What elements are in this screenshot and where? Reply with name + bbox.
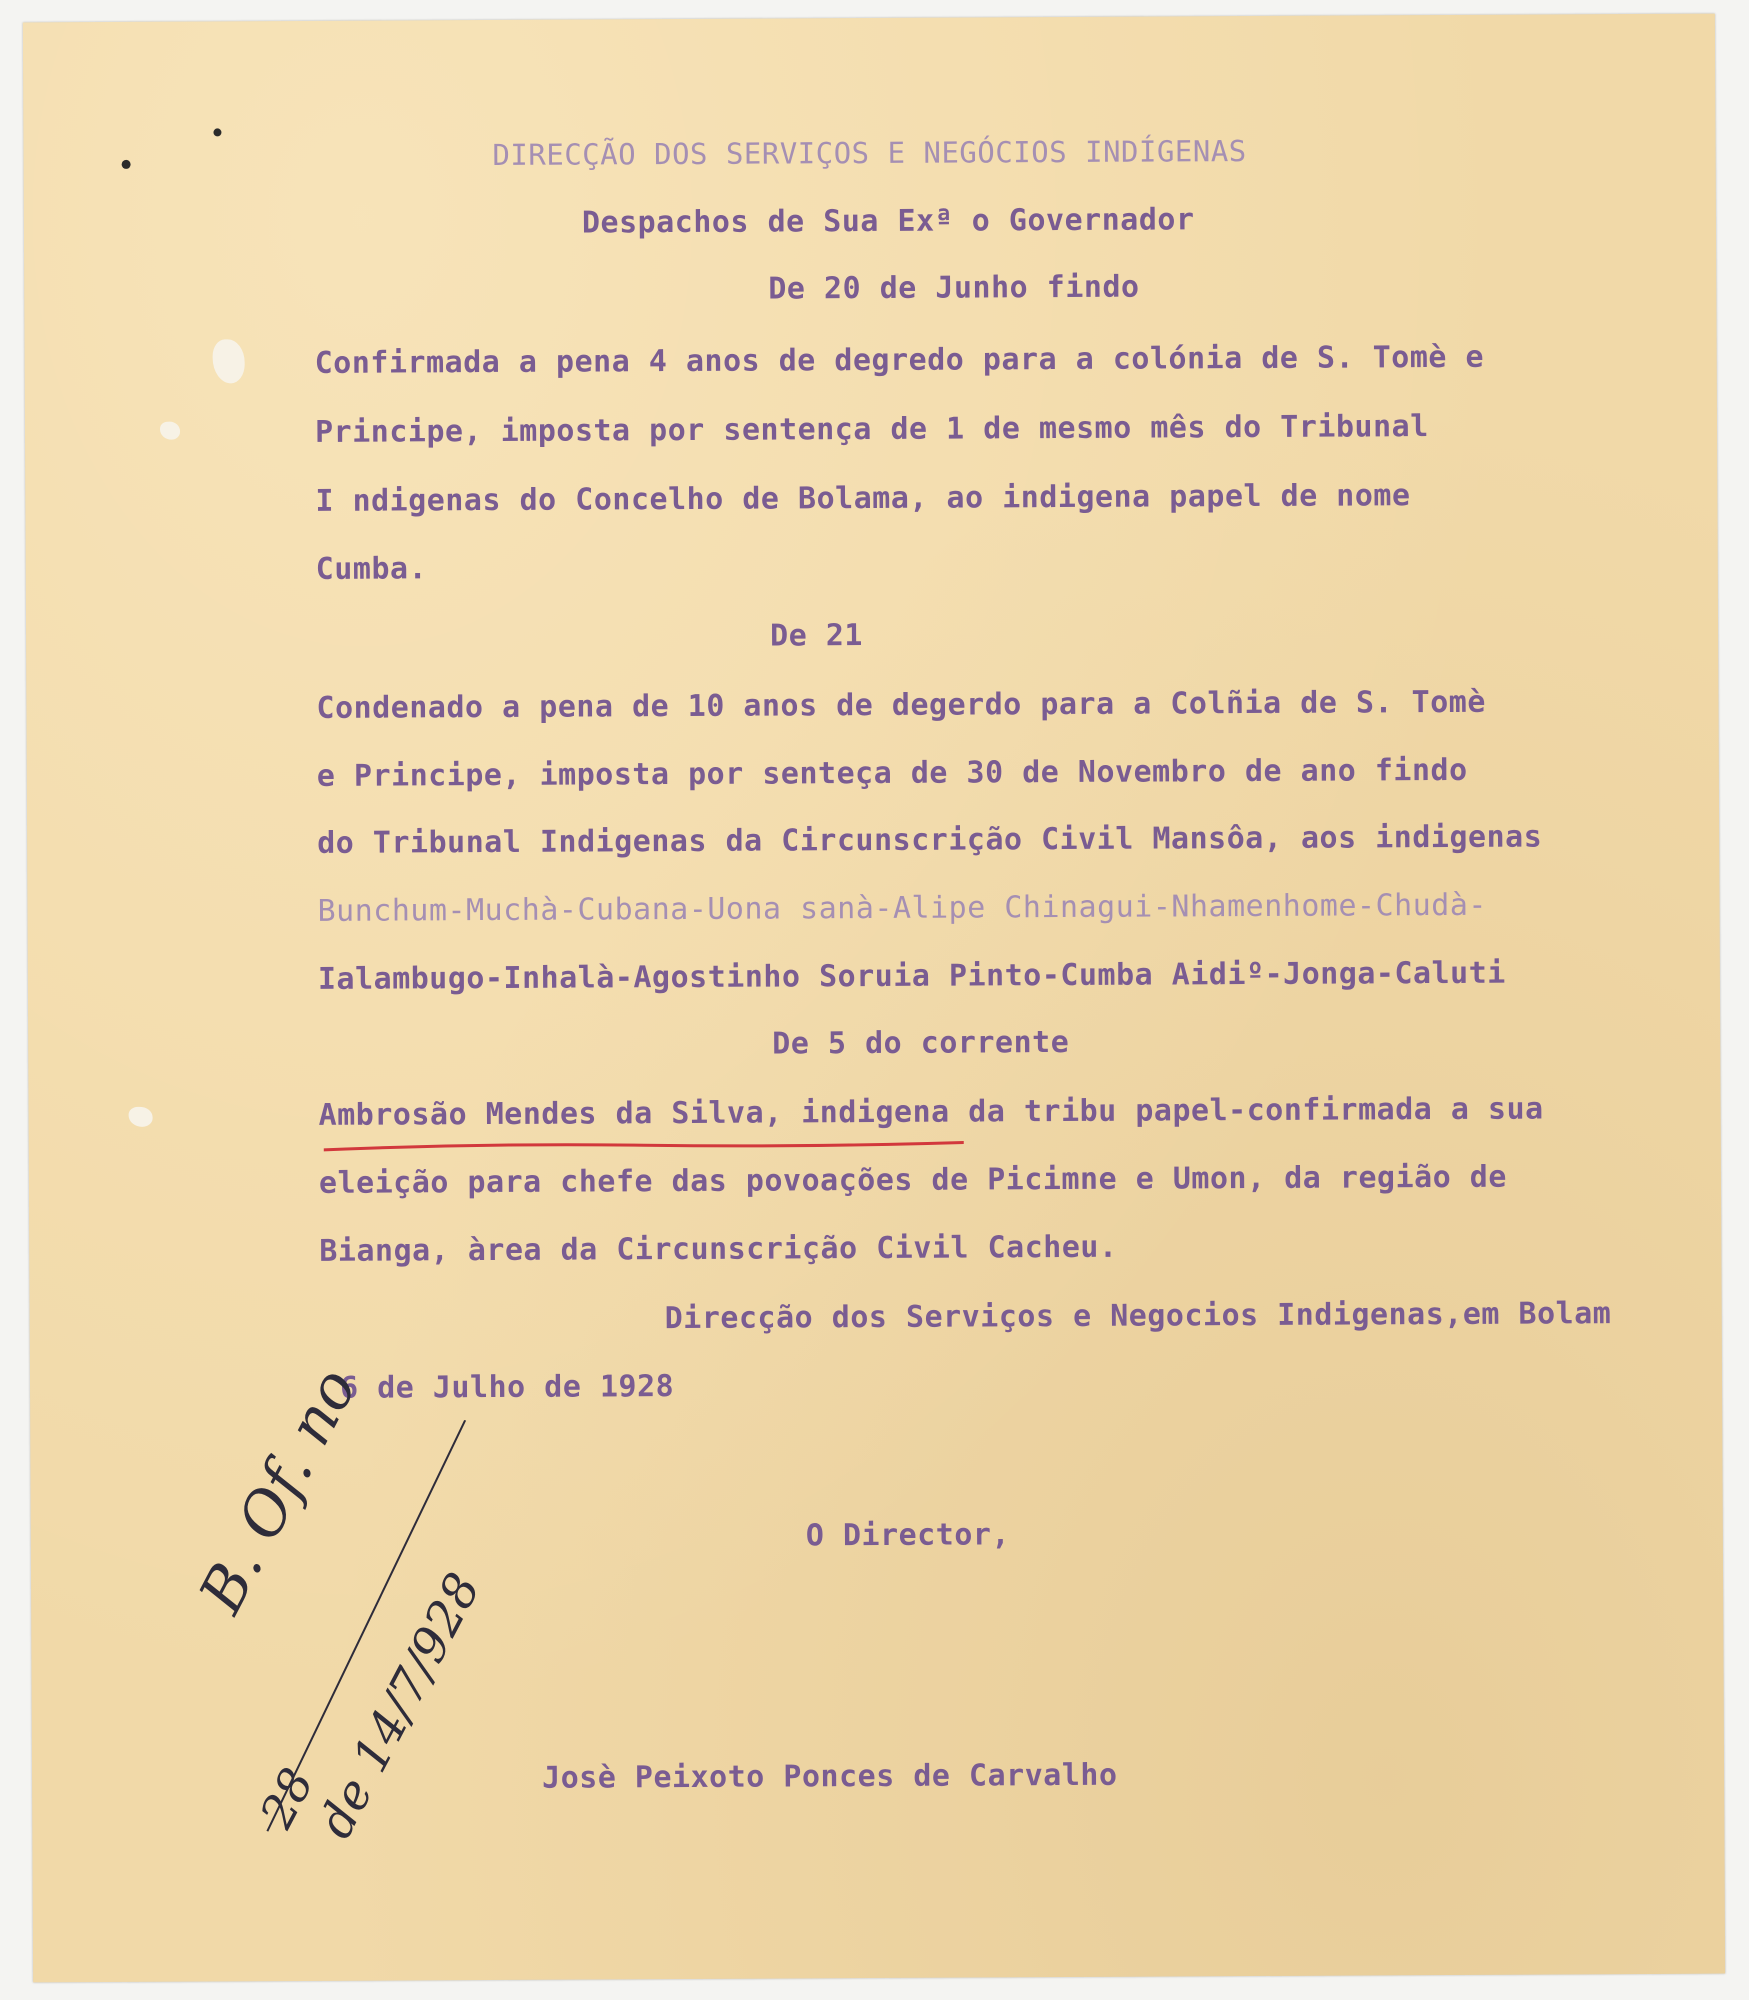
paper-tear <box>160 422 180 440</box>
annotation-line: 28 <box>249 1759 325 1837</box>
signatory-name: Josè Peixoto Ponces de Carvalho <box>541 1757 1118 1796</box>
paragraph-line: Bunchum-Muchà-Cubana-Uona sanà-Alipe Chinagui-Nhamenhome-Chudà- <box>317 887 1488 929</box>
paragraph-line: Bianga, àrea da Circunscrição Civil Cacheu. <box>319 1229 1118 1269</box>
paragraph-line: Condenado a pena de 10 anos de degerdo para a Colñia de S. Tomè <box>316 684 1486 726</box>
paper-tear <box>213 339 245 383</box>
section-date: De 21 <box>770 618 864 654</box>
ink-spot <box>213 128 221 136</box>
ink-spot <box>122 160 131 169</box>
annotation-stroke <box>205 1419 627 1841</box>
closing-date: 6 de Julho de 1928 <box>339 1369 675 1406</box>
document-page <box>23 14 1725 1983</box>
paragraph-line: Ambrosão Mendes da Silva, indigena da tribu papel-confirmada a sua <box>318 1091 1544 1133</box>
paragraph-line: Cumba. <box>315 551 428 587</box>
paragraph-line: I ndigenas do Concelho de Bolama, ao indigena papel de nome <box>315 478 1411 519</box>
office-heading: DIRECÇÃO DOS SERVIÇOS E NEGÓCIOS INDÍGENAS <box>492 134 1247 172</box>
paragraph-line: e Principe, imposta por senteça de 30 de Novembro de ano findo <box>316 752 1468 794</box>
paragraph-line: Confirmada a pena 4 anos de degredo para a colónia de S. Tomè e <box>314 339 1485 381</box>
document-subtitle: Despachos de Sua Exª o Governador <box>581 202 1195 241</box>
paragraph-line: Ialambugo-Inhalà-Agostinho Soruia Pinto-Cumba Aidiº-Jonga-Caluti <box>317 955 1506 997</box>
annotation-line: B. Of. no <box>186 1357 371 1625</box>
closing-place: Direcção dos Serviços e Negocios Indigenas,em Bolam <box>664 1296 1612 1337</box>
section-date: De 20 de Junho findo <box>768 269 1140 307</box>
paragraph-line: do Tribunal Indigenas da Circunscrição Civil Mansôa, aos indigenas <box>317 819 1543 861</box>
annotation-line: de 14/7/928 <box>307 1564 492 1848</box>
section-date: De 5 do corrente <box>772 1024 1070 1062</box>
director-title: O Director, <box>805 1517 1011 1554</box>
paragraph-line: Principe, imposta por sentença de 1 de mesmo mês do Tribunal <box>314 409 1429 450</box>
paragraph-line: eleição para chefe das povoações de Picimne e Umon, da região de <box>318 1159 1507 1201</box>
paper-tear <box>129 1107 153 1127</box>
red-pencil-underline <box>324 1141 964 1152</box>
